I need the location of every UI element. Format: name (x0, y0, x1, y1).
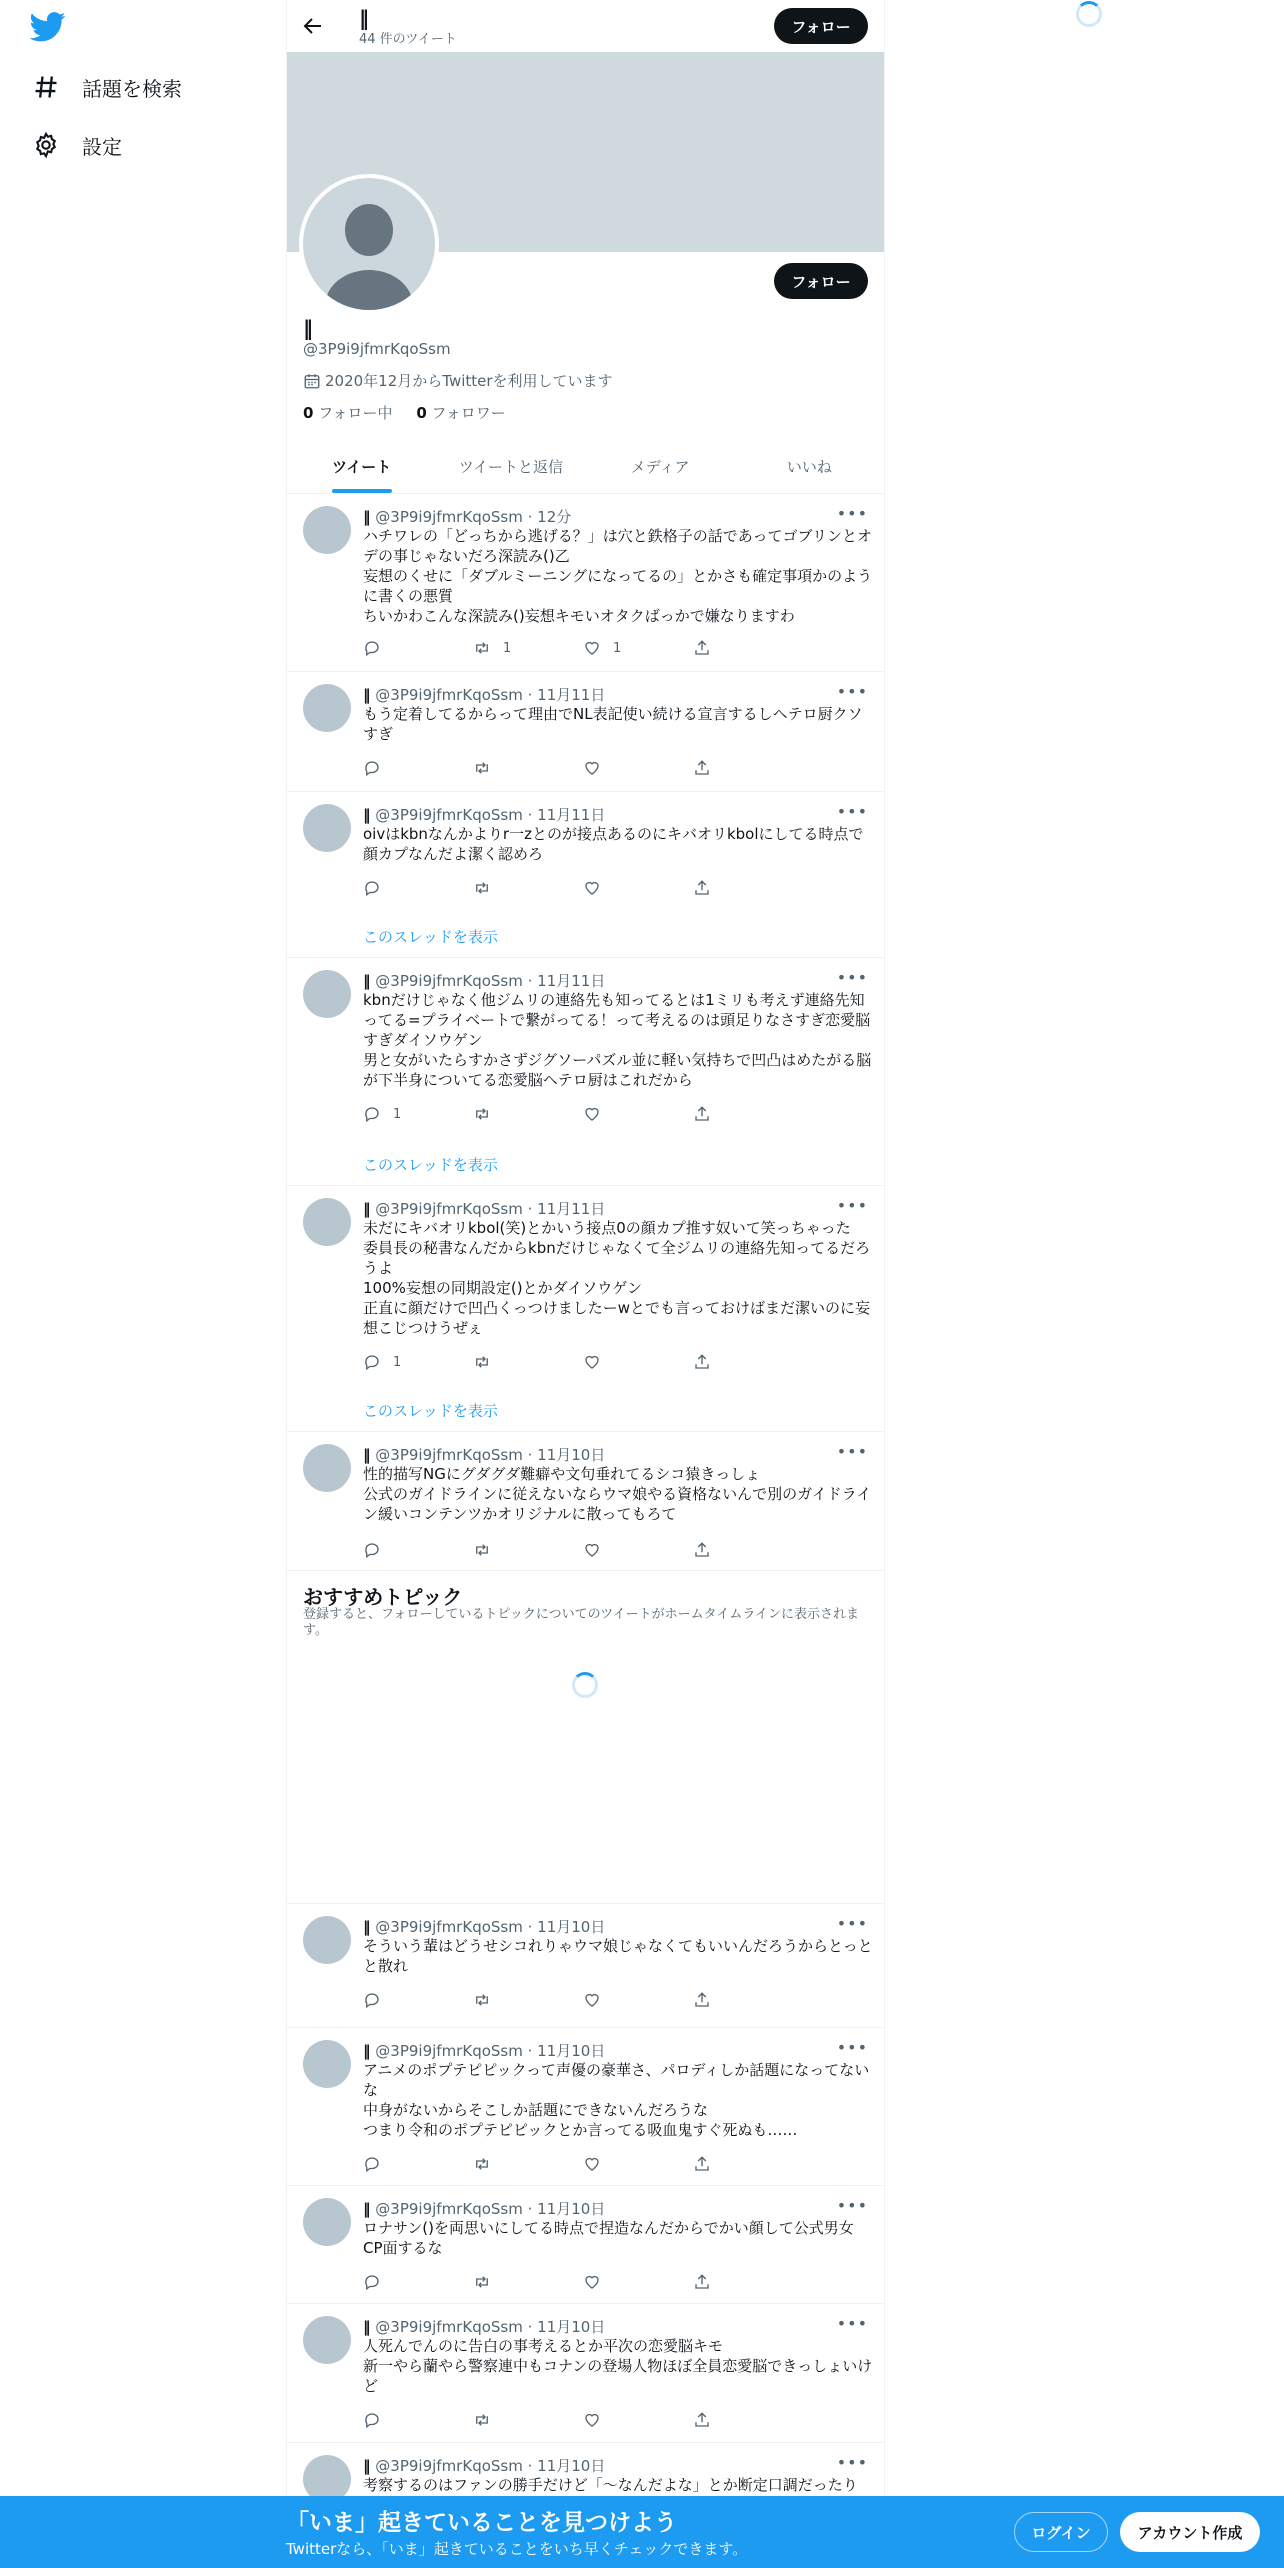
likes-count: 1 (613, 640, 622, 656)
tweet-meta: ‖ @3P9i9jfmrKqoSsm · 11月10日 (363, 2042, 606, 2060)
profile-stats (303, 402, 506, 423)
tweet[interactable] (287, 1904, 884, 2028)
retweet-icon (473, 1105, 491, 1123)
loading-spinner-icon (1076, 1, 1102, 27)
reply-icon (363, 2273, 381, 2291)
retweet-button[interactable] (473, 2410, 583, 2430)
tab-tweets-replies[interactable]: ツイートと返信 (458, 458, 563, 476)
tweet-meta: ‖ @3P9i9jfmrKqoSsm · 11月11日 (363, 1200, 606, 1218)
tweet-author-name[interactable]: ‖ (363, 806, 371, 824)
tweet-actions (363, 1352, 803, 1372)
retweet-icon (473, 1541, 491, 1559)
profile-header (287, 0, 884, 52)
tweet-body (363, 2218, 873, 2258)
tweet-handle[interactable]: @3P9i9jfmrKqoSsm (375, 2457, 523, 2475)
tweet-actions (363, 758, 803, 778)
tweet-handle[interactable]: @3P9i9jfmrKqoSsm (375, 508, 523, 526)
tweet-body (363, 704, 873, 744)
tweet-text-line: ロナサン()を両思いにしてる時点で捏造なんだからでかい顔して公式男女CP面するな (363, 2219, 854, 2257)
tweet-author-name[interactable]: ‖ (363, 508, 371, 526)
tweet-text-line: 正直に顔だけで凹凸くっつけましたーwとでも言っておけばまだ潔いのに妄想こじつけうぜぇ (363, 1299, 870, 1337)
following-label: フォロー中 (318, 404, 393, 422)
retweet-button[interactable] (473, 1352, 583, 1372)
reply-icon (363, 1353, 381, 1371)
signup-banner (0, 2496, 1284, 2568)
tweet-text-line: 男と女がいたらすかさずジグソーパズル並に軽い気持ちで凹凸はめたがる脳が下半身についてる恋愛脳ヘテロ厨はこれだから (363, 1051, 872, 1089)
retweet-button[interactable] (473, 878, 583, 898)
share-icon (693, 759, 711, 777)
retweet-icon (473, 2273, 491, 2291)
reply-icon (363, 1991, 381, 2009)
tweet-meta: ‖ @3P9i9jfmrKqoSsm · 11月11日 (363, 972, 606, 990)
gear-icon (32, 131, 60, 159)
share-button[interactable] (693, 2154, 803, 2174)
tweet-handle[interactable]: @3P9i9jfmrKqoSsm (375, 2200, 523, 2218)
profile-handle: @3P9i9jfmrKqoSsm (303, 340, 451, 358)
tweet[interactable] (287, 2186, 884, 2304)
tweet-actions (363, 2272, 803, 2292)
reply-icon (363, 759, 381, 777)
tweet-text-line: ちいかわこんな深読み()妄想キモいオタクばっかで嫌なりますわ (363, 607, 795, 625)
more-options-icon[interactable]: ••• (836, 1914, 868, 1933)
tweet-handle[interactable]: @3P9i9jfmrKqoSsm (375, 1446, 523, 1464)
show-thread-link[interactable]: このスレッドを表示 (363, 1402, 498, 1420)
back-arrow-icon[interactable] (301, 14, 325, 38)
like-button[interactable] (583, 1540, 693, 1560)
tweet[interactable] (287, 672, 884, 792)
recommended-topics (287, 1571, 884, 1904)
retweet-button[interactable] (473, 638, 583, 658)
more-options-icon[interactable]: ••• (836, 2038, 868, 2057)
tweet-time[interactable]: 11月11日 (537, 972, 606, 990)
following-count: 0 (303, 404, 314, 422)
tweet-time[interactable]: 11月11日 (537, 1200, 606, 1218)
tweet-meta: ‖ @3P9i9jfmrKqoSsm · 12分 (363, 508, 572, 526)
share-icon (693, 879, 711, 897)
nav-settings[interactable] (32, 125, 122, 165)
banner-subline: Twitterなら、「いま」起きていることをいち早くチェックできます。 (286, 2540, 748, 2558)
tweet-author-name[interactable]: ‖ (363, 2457, 371, 2475)
default-avatar-icon (303, 178, 435, 310)
tweet-body (363, 2336, 873, 2396)
nav-explore[interactable] (32, 67, 182, 107)
reply-button[interactable] (363, 2154, 473, 2174)
reply-button[interactable] (363, 1540, 473, 1560)
tweet-meta: ‖ @3P9i9jfmrKqoSsm · 11月10日 (363, 1446, 606, 1464)
header-name: ‖ (359, 6, 369, 30)
tweet[interactable] (287, 494, 884, 672)
tweet-author-name[interactable]: ‖ (363, 2200, 371, 2218)
share-icon (693, 1353, 711, 1371)
tweet-text-line: kbnだけじゃなく他ジムリの連絡先も知ってるとは1ミリも考えず連絡先知ってる=プライベートで繋がってる！って考えるのは頭足りなさすぎ恋愛脳すぎダイソウゲン (363, 991, 871, 1049)
share-icon (693, 2155, 711, 2173)
profile-follow-button[interactable]: フォロー (774, 263, 868, 299)
heart-icon (583, 2411, 601, 2429)
tab-media[interactable]: メディア (630, 458, 690, 476)
tweet-body (363, 2060, 873, 2140)
tab-likes[interactable]: いいね (786, 458, 832, 476)
heart-icon (583, 759, 601, 777)
tweet-avatar[interactable] (303, 970, 351, 1018)
share-button[interactable] (693, 1104, 803, 1124)
profile-name: ‖ (303, 316, 313, 340)
tweet-actions (363, 878, 803, 898)
reply-button[interactable] (363, 1104, 473, 1124)
tweet-text-line: アニメのポプテピピックって声優の豪華さ、パロディしか話題になってないな (363, 2061, 870, 2099)
tweet-handle[interactable]: @3P9i9jfmrKqoSsm (375, 1918, 523, 1936)
like-button[interactable] (583, 758, 693, 778)
retweet-icon (473, 759, 491, 777)
tweet-text-line: 性的描写NGにグダグダ難癖や文句垂れてるシコ猿きっしょ (363, 1465, 761, 1483)
share-button[interactable] (693, 878, 803, 898)
login-button[interactable]: ログイン (1014, 2512, 1108, 2552)
tweet-avatar[interactable] (303, 2040, 351, 2088)
main-column (286, 0, 885, 2568)
tweet-body (363, 1936, 873, 1976)
tweet-text-line: 妄想のくせに「ダブルミーニングになってるの」とかさも確定事項かのように書くの悪質 (363, 567, 873, 605)
like-button[interactable] (583, 1352, 693, 1372)
like-button[interactable] (583, 2272, 693, 2292)
tweet-avatar[interactable] (303, 1444, 351, 1492)
following-link[interactable] (303, 404, 392, 422)
share-button[interactable] (693, 1352, 803, 1372)
tweet-text-line: 未だにキバオリkbol(笑)とかいう接点0の顔カプ推す奴いて笑っちゃった (363, 1219, 851, 1237)
like-button[interactable] (583, 878, 693, 898)
tweet[interactable] (287, 2028, 884, 2186)
tweet-meta: ‖ @3P9i9jfmrKqoSsm · 11月10日 (363, 2457, 606, 2475)
more-options-icon[interactable]: ••• (836, 1442, 868, 1461)
like-button[interactable] (583, 2154, 693, 2174)
tweet-handle[interactable]: @3P9i9jfmrKqoSsm (375, 1200, 523, 1218)
tweet[interactable] (287, 2304, 884, 2443)
reply-button[interactable] (363, 2410, 473, 2430)
more-options-icon[interactable]: ••• (836, 2453, 868, 2472)
tweet-text-line: 中身がないからそこしか話題にできないんだろうな (363, 2101, 709, 2119)
tweet-text-line: oivはkbnなんかよりr一zとのが接点あるのにキバオリkbolにしてる時点で顔カプなんだよ潔く認めろ (363, 825, 864, 863)
profile-avatar[interactable] (299, 174, 439, 314)
tweet[interactable] (287, 958, 884, 1186)
reply-icon (363, 879, 381, 897)
reply-button[interactable] (363, 2272, 473, 2292)
more-options-icon[interactable]: ••• (836, 2314, 868, 2333)
hashtag-icon (32, 73, 60, 101)
share-icon (693, 1991, 711, 2009)
tweet-time[interactable]: 11月11日 (537, 686, 606, 704)
reply-icon (363, 1541, 381, 1559)
show-thread-link[interactable]: このスレッドを表示 (363, 928, 498, 946)
retweet-icon (473, 1353, 491, 1371)
left-sidebar (0, 0, 286, 2568)
tweet-text-line: 委員長の秘書なんだからkbnだけじゃなくて全ジムリの連絡先知ってるだろうよ (363, 1239, 871, 1277)
tweet-actions (363, 1540, 803, 1560)
tweet-body (363, 2475, 873, 2495)
heart-icon (583, 1353, 601, 1371)
tweet-avatar[interactable] (303, 2198, 351, 2246)
tweet-meta: ‖ @3P9i9jfmrKqoSsm · 11月10日 (363, 2318, 606, 2336)
tweet-time[interactable]: 11月10日 (537, 1918, 606, 1936)
tweet-meta: ‖ @3P9i9jfmrKqoSsm · 11月11日 (363, 806, 606, 824)
followers-count: 0 (416, 404, 427, 422)
tweet-text-line: 公式のガイドラインに従えないならウマ娘やる資格ないんで別のガイドライン緩いコンテンツかオリジナルに散ってもろて (363, 1485, 872, 1523)
tweet-actions (363, 1104, 803, 1124)
more-options-icon[interactable]: ••• (836, 802, 868, 821)
retweet-button[interactable] (473, 1540, 583, 1560)
retweet-button[interactable] (473, 2272, 583, 2292)
retweet-button[interactable] (473, 758, 583, 778)
retweet-button[interactable] (473, 1990, 583, 2010)
tweet-time[interactable]: 12分 (537, 508, 572, 526)
tweet-actions (363, 2154, 803, 2174)
tweet-avatar[interactable] (303, 2316, 351, 2364)
loading-spinner-icon (572, 1672, 598, 1698)
replies-count: 1 (393, 1106, 402, 1122)
show-thread-link[interactable]: このスレッドを表示 (363, 1156, 498, 1174)
tweet-handle[interactable]: @3P9i9jfmrKqoSsm (375, 2042, 523, 2060)
more-options-icon[interactable]: ••• (836, 2196, 868, 2215)
tweet-author-name[interactable]: ‖ (363, 2042, 371, 2060)
share-button[interactable] (693, 1540, 803, 1560)
tweet[interactable] (287, 1186, 884, 1432)
more-options-icon[interactable]: ••• (836, 968, 868, 987)
nav-settings-label: 設定 (82, 134, 122, 159)
tweet-avatar[interactable] (303, 1198, 351, 1246)
more-options-icon[interactable]: ••• (836, 504, 868, 523)
retweet-icon (473, 2155, 491, 2173)
profile-tabs (287, 440, 884, 494)
replies-count: 1 (393, 1354, 402, 1370)
tweet-time[interactable]: 11月10日 (537, 2457, 606, 2475)
tweet-meta: ‖ @3P9i9jfmrKqoSsm · 11月10日 (363, 1918, 606, 1936)
reply-button[interactable] (363, 638, 473, 658)
tweet-meta: ‖ @3P9i9jfmrKqoSsm · 11月10日 (363, 2200, 606, 2218)
tweet-time[interactable]: 11月10日 (537, 2200, 606, 2218)
tweet-actions (363, 1990, 803, 2010)
reply-button[interactable] (363, 758, 473, 778)
like-button[interactable] (583, 1104, 693, 1124)
more-options-icon[interactable]: ••• (836, 682, 868, 701)
reply-icon (363, 639, 381, 657)
share-button[interactable] (693, 2272, 803, 2292)
tweet-author-name[interactable]: ‖ (363, 686, 371, 704)
share-button[interactable] (693, 638, 803, 658)
retweet-button[interactable] (473, 2154, 583, 2174)
tweet-body (363, 1464, 873, 1524)
heart-icon (583, 1991, 601, 2009)
tweet-author-name[interactable]: ‖ (363, 1918, 371, 1936)
tweet[interactable] (287, 1432, 884, 1571)
tweet-meta: ‖ @3P9i9jfmrKqoSsm · 11月11日 (363, 686, 606, 704)
retweet-icon (473, 879, 491, 897)
heart-icon (583, 639, 601, 657)
retweets-count: 1 (503, 640, 512, 656)
tweet-body (363, 990, 873, 1090)
tweet-author-name[interactable]: ‖ (363, 1200, 371, 1218)
tweet-text-line: ハチワレの「どっちから逃げる？」は穴と鉄格子の話であってゴブリンとオデの事じゃないだろ深読み()乙 (363, 527, 872, 565)
tweet-author-name[interactable]: ‖ (363, 2318, 371, 2336)
followers-link[interactable] (416, 404, 505, 422)
like-button[interactable] (583, 638, 693, 658)
tweet-time[interactable]: 11月10日 (537, 2042, 606, 2060)
tweet-text-line: そういう輩はどうせシコれりゃウマ娘じゃなくてもいいんだろうからとっとと散れ (363, 1937, 873, 1975)
like-button[interactable] (583, 2410, 693, 2430)
tweet-handle[interactable]: @3P9i9jfmrKqoSsm (375, 806, 523, 824)
tweet-time[interactable]: 11月11日 (537, 806, 606, 824)
tweet-time[interactable]: 11月10日 (537, 1446, 606, 1464)
reply-button[interactable] (363, 878, 473, 898)
like-button[interactable] (583, 1990, 693, 2010)
header-follow-button[interactable]: フォロー (774, 8, 868, 44)
heart-icon (583, 1105, 601, 1123)
reply-button[interactable] (363, 1990, 473, 2010)
retweet-icon (473, 1991, 491, 2009)
share-button[interactable] (693, 1990, 803, 2010)
header-tweet-count: 44 件のツイート (359, 32, 457, 47)
tweet-text-line: 100%妄想の同期設定()とかダイソウゲン (363, 1279, 642, 1297)
share-icon (693, 2411, 711, 2429)
tweet-text-line: もう定着してるからって理由でNL表記使い続ける宣言するしヘテロ厨クソすぎ (363, 705, 863, 743)
share-icon (693, 1541, 711, 1559)
followers-label: フォロワー (431, 404, 506, 422)
calendar-icon (303, 372, 321, 390)
tweet-handle[interactable]: @3P9i9jfmrKqoSsm (375, 686, 523, 704)
reply-button[interactable] (363, 1352, 473, 1372)
heart-icon (583, 2273, 601, 2291)
heart-icon (583, 2155, 601, 2173)
tweet-text-line: 考察するのはファンの勝手だけど「〜なんだよな」とか断定口調だったり (363, 2476, 858, 2494)
signup-button[interactable]: アカウント作成 (1120, 2512, 1260, 2552)
share-button[interactable] (693, 758, 803, 778)
retweet-icon (473, 2411, 491, 2429)
tweet-avatar[interactable] (303, 684, 351, 732)
tweet-avatar[interactable] (303, 1916, 351, 1964)
tweet-author-name[interactable]: ‖ (363, 972, 371, 990)
tweet[interactable] (287, 792, 884, 958)
tweet-actions (363, 638, 803, 658)
tweet-body (363, 824, 873, 864)
joined-text: 2020年12月からTwitterを利用しています (325, 372, 613, 390)
tweet-actions (363, 2410, 803, 2430)
nav-explore-label: 話題を検索 (82, 76, 182, 101)
reply-icon (363, 2411, 381, 2429)
tab-tweets[interactable]: ツイート (287, 440, 436, 493)
tweet-avatar[interactable] (303, 506, 351, 554)
tweet-text-line: 新一やら蘭やら警察連中もコナンの登場人物ほぼ全員恋愛脳できっしょいけど (363, 2357, 873, 2395)
banner-headline: 「いま」起きていることを見つけよう (286, 2510, 677, 2536)
tweet-author-name[interactable]: ‖ (363, 1446, 371, 1464)
retweet-button[interactable] (473, 1104, 583, 1124)
heart-icon (583, 879, 601, 897)
tweet-text-line: 人死んでんのに告白の事考えるとか平次の恋愛脳キモ (363, 2337, 724, 2355)
tweet-text-line: つまり令和のポプテピピックとか言ってる吸血鬼すぐ死ぬも…… (363, 2121, 798, 2139)
reply-icon (363, 1105, 381, 1123)
profile-joined (303, 370, 613, 391)
share-icon (693, 2273, 711, 2291)
more-options-icon[interactable]: ••• (836, 1196, 868, 1215)
tweet-avatar[interactable] (303, 804, 351, 852)
heart-icon (583, 1541, 601, 1559)
tweet-handle[interactable]: @3P9i9jfmrKqoSsm (375, 972, 523, 990)
twitter-logo-icon[interactable] (30, 12, 66, 42)
retweet-icon (473, 639, 491, 657)
tweet-time[interactable]: 11月10日 (537, 2318, 606, 2336)
share-icon (693, 639, 711, 657)
topics-title: おすすめトピック (303, 1585, 463, 1609)
reply-icon (363, 2155, 381, 2173)
share-icon (693, 1105, 711, 1123)
tweet-body (363, 1218, 873, 1338)
topics-subtitle: 登録すると、フォローしているトピックについてのツイートがホームタイムラインに表示されます。 (303, 1607, 860, 1638)
tweet-handle[interactable]: @3P9i9jfmrKqoSsm (375, 2318, 523, 2336)
tweet-body (363, 526, 873, 626)
share-button[interactable] (693, 2410, 803, 2430)
